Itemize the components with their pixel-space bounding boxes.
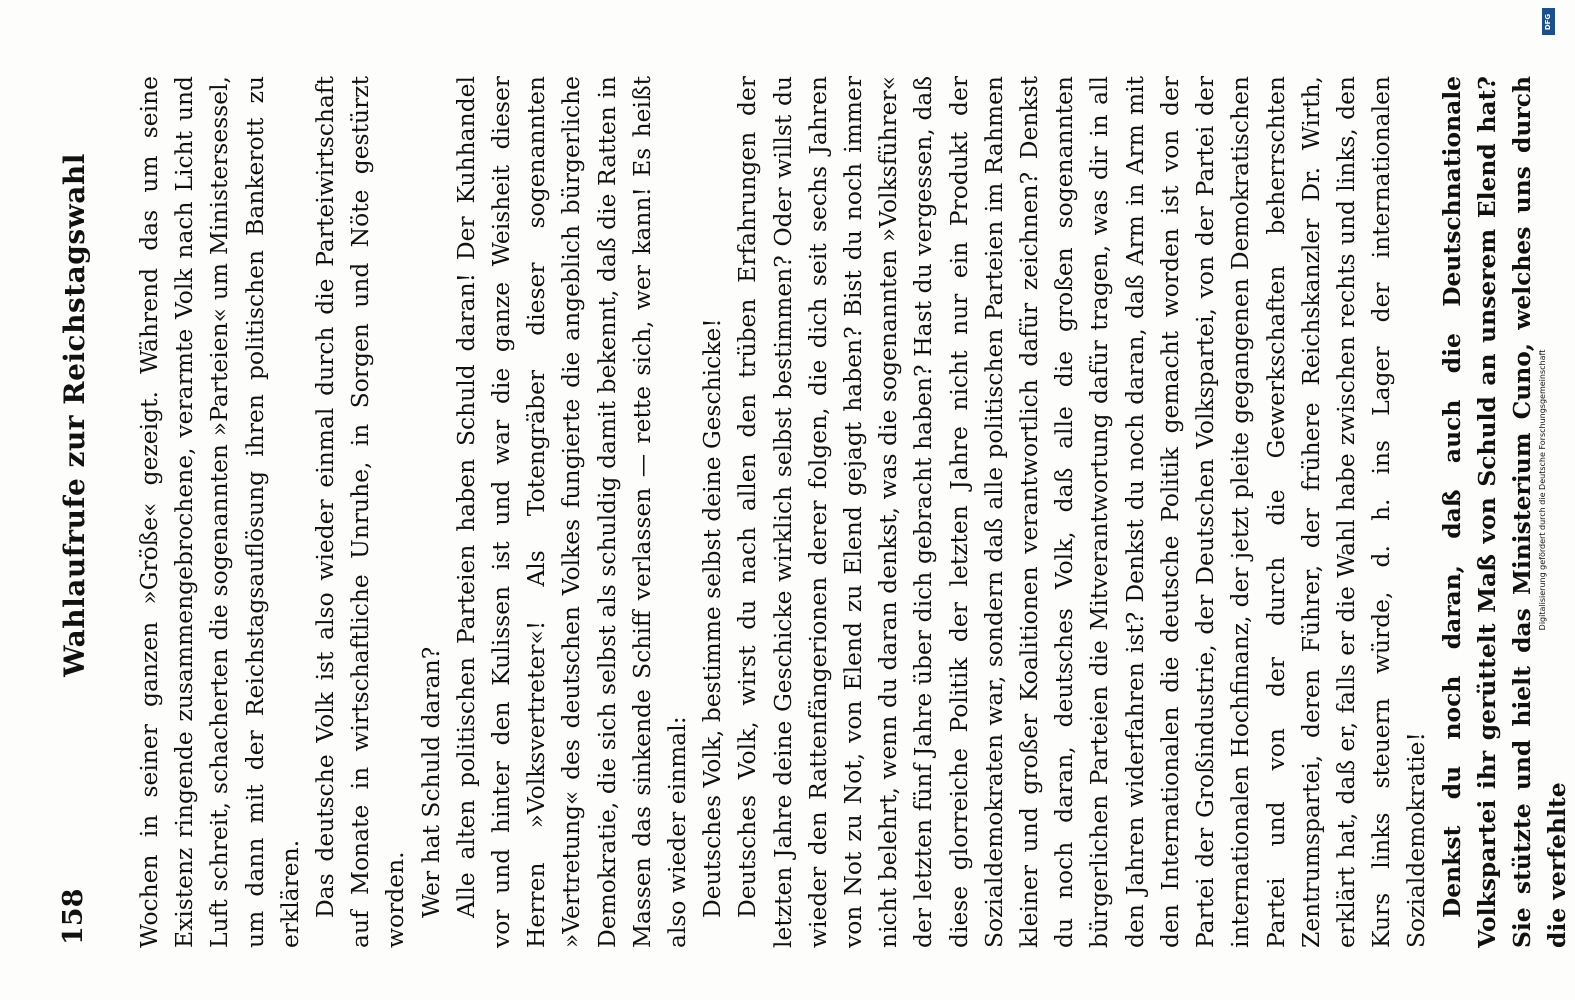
digitization-sidebar (1528, 0, 1557, 1000)
page-number: 158 (58, 888, 89, 945)
digitization-credit: Digitalisierung gefördert durch die Deutsche Forschungsgemeinschaft (1538, 349, 1547, 631)
paragraph-5-appeal: Deutsches Volk, bestimme selbst deine Geschicke! (698, 318, 727, 918)
paragraph-1: Wochen in seiner ganzen »Größe« gezeigt. Während das um seine Existenz ringende zusammengebrochene, verarmte Volk nach Licht und Luft schreit, schacherten die sogenannten »Parteien« um Ministersessel, um dann mit der Reichstagsauflösung ihren politischen Bankerott zu erklären. (135, 76, 304, 948)
page-header (58, 85, 98, 945)
dfg-logo (1542, 8, 1555, 35)
paragraph-6: Deutsches Volk, wirst du nach allen den trüben Erfahrungen der letzten Jahre deine Geschicke wirklich selbst bestimmen? Oder willst du wieder den Rattenfängerionen derer folgen, die dich seit sechs Jahren von Not zu Not, von Elend zu Elend gejagt haben? Bist du noch immer nicht belehrt, wenn du daran denkst, was die sogenannten »Volksführer« der letzten fünf Jahre über dich gebracht haben? Hast du vergessen, daß diese glorreiche Politik der letzten Jahre nicht nur ein Produkt der Sozialdemokraten war, sondern daß alle politischen Parteien im Rahmen kleiner und großer Koalitionen verantwortlich dafür zeichnen? Denkst du noch daran, deutsches Volk, daß alle die großen sogenannten bürgerlichen Parteien die Mitverantwortung dafür tragen, was dir in all den Jahren widerfahren ist? Denkst du noch daran, daß Arm in Arm mit den Internationalen die deutsche Politik gemacht worden ist von der Partei der Großindustrie, der Deutschen Volkspartei, von der Partei der internationalen Hochfinanz, der jetzt pleite gegangenen Demokratischen Partei und von der durch die Gewerkschaften beherrschten Zentrumspartei, deren Führer, der frühere Reichskanzler Dr. Wirth, erklärt hat, daß er, falls er die Wahl habe zwischen rechts und links, den Kurs links steuern würde, d. h. ins Lager der internationalen Sozialdemokratie! (733, 76, 1431, 948)
paragraph-7: Denkst du noch daran, daß auch die Deutschnationale Volkspartei ihr gerüttelt Maß von Schuld an unserem Elend hat? Sie stützte und hielt das Ministerium Cuno, welches uns durch die verfehlte (1437, 76, 1572, 948)
dfg-logo-text: DFG (1544, 13, 1553, 30)
running-head: Wahlaufrufe zur Reichstagswahl (58, 153, 91, 677)
paragraph-3-question: Wer hat Schuld daran? (416, 646, 445, 918)
paragraph-4: Alle alten politischen Parteien haben Schuld daran! Der Kuhhandel vor und hinter den Kulissen ist und war die ganze Weisheit dieser Herren »Volksvertreter«! Als Totengräber dieser sogenannten »Vertretung« des deutschen Volkes fungierte die angeblich bürgerliche Demokratie, die sich selbst als schuldig damit bekennt, daß die Ratten in Massen das sinkende Schiff verlassen — rette sich, wer kann! Es heißt also wieder einmal: (451, 76, 692, 948)
paragraph-2: Das deutsche Volk ist also wieder einmal durch die Parteiwirtschaft auf Monate in wirtschaftliche Unruhe, in Sorgen und Nöte gestürzt worden. (311, 76, 410, 948)
